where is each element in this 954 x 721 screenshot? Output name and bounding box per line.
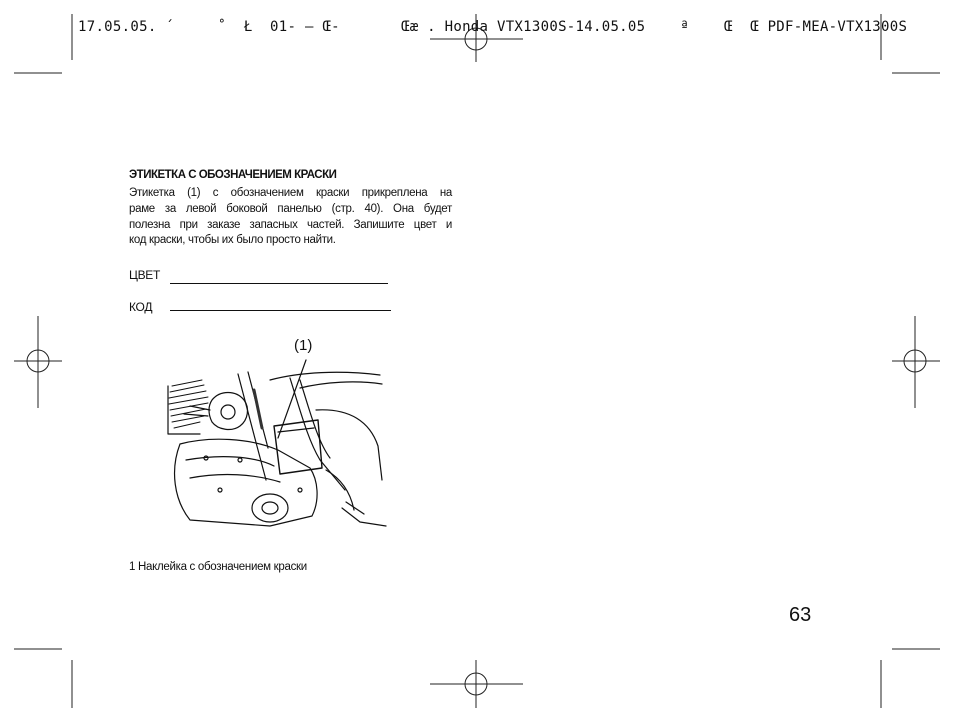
body-line: полезна при заказе запасных частей. Запишите цвет и [129, 218, 452, 231]
body-line: Этикетка (1) с обозначением краски прикреплена на [129, 187, 452, 199]
section-body [129, 186, 452, 249]
code-field-label: КОД [129, 300, 153, 314]
code-field-blank [170, 310, 391, 311]
section-title: ЭТИКЕТКА С ОБОЗНАЧЕНИЕМ КРАСКИ [129, 169, 337, 181]
body-line: код краски, чтобы их было просто найти. [129, 234, 336, 247]
page-number: 63 [789, 604, 812, 626]
motorcycle-frame-illustration [150, 350, 390, 545]
color-field-blank [170, 283, 388, 284]
figure-caption: 1 Наклейка с обозначением краски [129, 561, 307, 573]
body-line: раме за левой боковой панелью (стр. 40). Она будет [129, 202, 452, 215]
print-slug-header: 17.05.05. ´ ˚ Ł 01- — Œ- Œæ . Honda VTX1300S-14.05.05 ª Œ Œ PDF-MEA-VTX1300S [78, 19, 908, 35]
figure-callout-label: (1) [294, 337, 313, 354]
color-field-label: ЦВЕТ [129, 268, 161, 282]
